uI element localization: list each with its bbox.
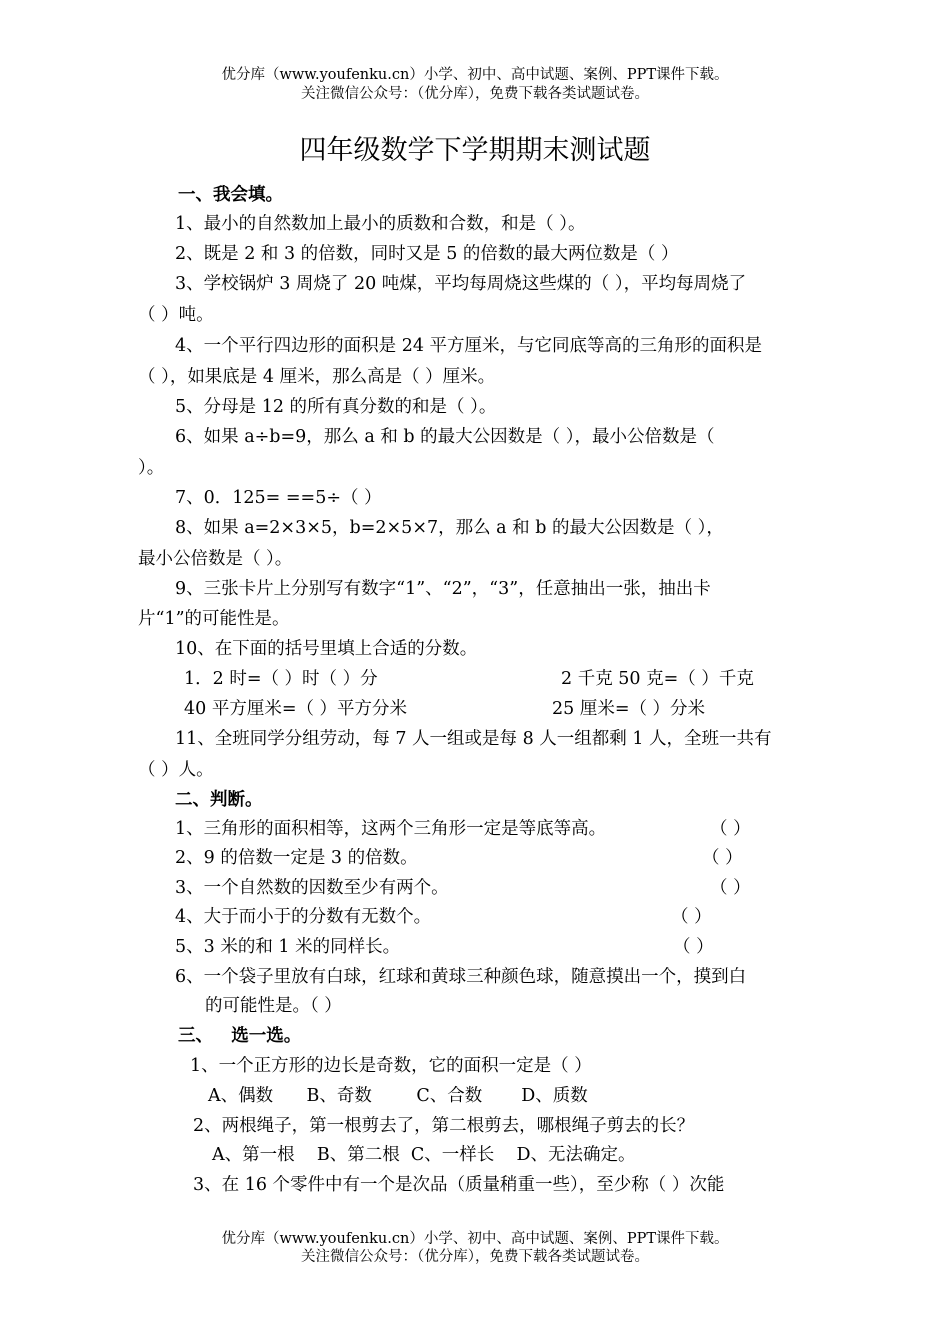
s1-question-11-cont: （ ）人。 — [138, 760, 214, 780]
s1-question-2: 2、既是 2 和 3 的倍数，同时又是 5 的倍数的最大两位数是（ ） — [175, 244, 679, 264]
s2-item-1: 1、三角形的面积相等，这两个三角形一定是等底等高。 — [175, 819, 607, 839]
s3-question-2: 2、两根绳子，第一根剪去了，第二根剪去，哪根绳子剪去的长？ — [193, 1116, 695, 1136]
s2-item-3: 3、一个自然数的因数至少有两个。 — [175, 878, 449, 898]
s2-item-6-cont: 的可能性是。（ ） — [205, 996, 342, 1016]
s2-item-5-answer: （ ） — [673, 937, 714, 957]
s1-question-3: 3、学校锅炉 3 周烧了 20 吨煤，平均每周烧这些煤的（ ），平均每周烧了 — [175, 274, 747, 294]
s1-question-11: 11、全班同学分组劳动，每 7 人一组或是每 8 人一组都剩 1 人，全班一共有 — [175, 729, 772, 749]
s1-question-5: 5、分母是 12 的所有真分数的和是（ ）。 — [175, 397, 497, 417]
section1-heading: 一、我会填。 — [178, 185, 283, 205]
s2-item-3-answer: （ ） — [710, 878, 751, 898]
s1-question-4-cont: （ ），如果底是 4 厘米，那么高是（ ）厘米。 — [138, 367, 496, 387]
s1-question-3-cont: （ ）吨。 — [138, 305, 214, 325]
s3-question-3: 3、在 16 个零件中有一个是次品（质量稍重一些），至少称（ ）次能 — [193, 1175, 725, 1195]
s1-question-9-cont: 片“1”的可能性是。 — [138, 609, 290, 629]
s3-question-2-options: A、第一根 B、第二根 C、一样长 D、无法确定。 — [212, 1145, 636, 1165]
footer-line-2: 关注微信公众号：（优分库），免费下载各类试题试卷。 — [301, 1249, 649, 1265]
s1-question-6: 6、如果 a÷b=9，那么 a 和 b 的最大公因数是（ ），最小公倍数是（ — [175, 427, 715, 447]
s1-question-10-item-2: 2 千克 50 克=（ ）千克 — [561, 669, 754, 689]
s1-question-6-cont: ）。 — [138, 458, 165, 478]
s2-item-4: 4、大于而小于的分数有无数个。 — [175, 907, 432, 927]
section3-heading: 三、 选一选。 — [178, 1026, 302, 1046]
section2-heading: 二、判断。 — [175, 790, 263, 810]
s1-question-10: 10、在下面的括号里填上合适的分数。 — [175, 639, 478, 659]
s2-item-2: 2、9 的倍数一定是 3 的倍数。 — [175, 848, 418, 868]
page-title: 四年级数学下学期期末测试题 — [299, 135, 651, 166]
s2-item-4-answer: （ ） — [671, 907, 712, 927]
s1-question-10-item-1: 1．2 时=（ ）时（ ）分 — [184, 669, 378, 689]
s1-question-9: 9、三张卡片上分别写有数字“1”、“2”，“3”，任意抽出一张，抽出卡 — [175, 579, 711, 599]
s1-question-10-item-4: 25 厘米=（ ）分米 — [552, 699, 706, 719]
s1-question-1: 1、最小的自然数加上最小的质数和合数，和是（ ）。 — [175, 214, 586, 234]
s3-question-1: 1、一个正方形的边长是奇数，它的面积一定是（ ） — [190, 1056, 592, 1076]
s2-item-2-answer: （ ） — [702, 848, 743, 868]
s3-question-1-options: A、偶数 B、奇数 C、合数 D、质数 — [208, 1086, 588, 1106]
s1-question-4: 4、一个平行四边形的面积是 24 平方厘米，与它同底等高的三角形的面积是 — [175, 336, 763, 356]
s2-item-5: 5、3 米的和 1 米的同样长。 — [175, 937, 401, 957]
s1-question-10-item-3: 40 平方厘米=（ ）平方分米 — [184, 699, 408, 719]
s1-question-7: 7、0．125= ==5÷（ ） — [175, 488, 382, 508]
header-line-1: 优分库（www.youfenku.cn）小学、初中、高中试题、案例、PPT课件下载。 — [221, 67, 729, 83]
header-line-2: 关注微信公众号：（优分库），免费下载各类试题试卷。 — [301, 86, 649, 102]
footer-line-1: 优分库（www.youfenku.cn）小学、初中、高中试题、案例、PPT课件下载。 — [221, 1231, 729, 1247]
s1-question-8: 8、如果 a=2×3×5，b=2×5×7，那么 a 和 b 的最大公因数是（ ）， — [175, 518, 724, 538]
s1-question-8-cont: 最小公倍数是（ ）。 — [138, 549, 293, 569]
s2-item-1-answer: （ ） — [710, 819, 751, 839]
s2-item-6: 6、一个袋子里放有白球，红球和黄球三种颜色球，随意摸出一个，摸到白 — [175, 967, 747, 987]
